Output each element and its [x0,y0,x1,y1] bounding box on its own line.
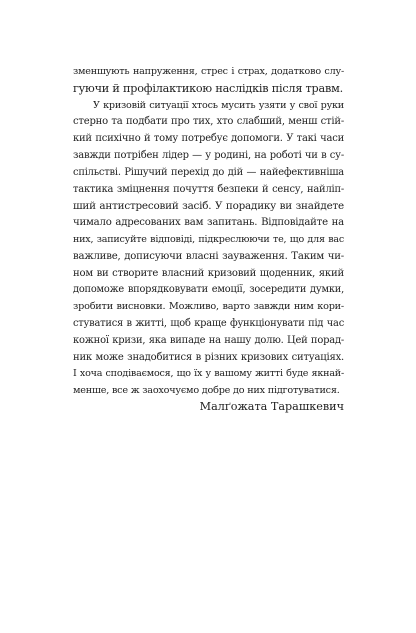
text-line: допоможе впорядковувати емоції, зосередити думки, [73,284,344,296]
text-line: тактика зміцнення почуття безпеки й сенсу, найліп- [73,183,344,195]
text-line: ник може знадобитися в різних кризових ситуаціях. [73,351,344,363]
paragraph-2 [73,98,344,400]
text-line: зменшують напруження, стрес і страх, додатково слу- [73,66,344,77]
text-line: кожної кризи, яка випаде на нашу долю. Цей порад- [73,334,344,346]
text-line: завжди потрібен лідер — у родині, на роботі чи в су- [73,149,344,161]
text-line: них, записуйте відповіді, підкреслюючи те, що для вас [73,233,344,245]
body-text [73,64,344,400]
text-line: зробити висновки. Можливо, варто завжди ним кори- [73,301,344,313]
text-line: ший антистресовий засіб. У порадику ви знайдете [73,200,344,213]
text-line: важливе, дописуючи власні зауваження. Таким чи- [73,250,344,262]
author-signature: Малґожата Тарашкевич [199,400,344,413]
paragraph-1 [73,64,344,98]
text-line: менше, все ж заохочуємо добре до них підготуватися. [73,385,340,397]
text-line: ном ви створите власний кризовий щоденник, який [73,267,344,279]
text-line: гуючи й профілактикою наслідків після травм. [73,81,343,95]
text-line: У кризовій ситуації хтось мусить узяти у свої руки [93,99,344,111]
text-line: чимало адресованих вам запитань. Відповідайте на [73,217,344,229]
text-line: спільстві. Рішучий перехід до дій — найефективніша [73,166,344,178]
text-line: І хоча сподіваємося, що їх у вашому житті буде якнай- [73,368,344,380]
text-line: стерно та подбати про тих, хто слабший, менш стій- [73,116,344,128]
text-line: кий психічно й тому потребує допомоги. У такі часи [73,133,344,145]
text-line: стуватися в житті, щоб краще функціонувати під час [73,317,344,329]
